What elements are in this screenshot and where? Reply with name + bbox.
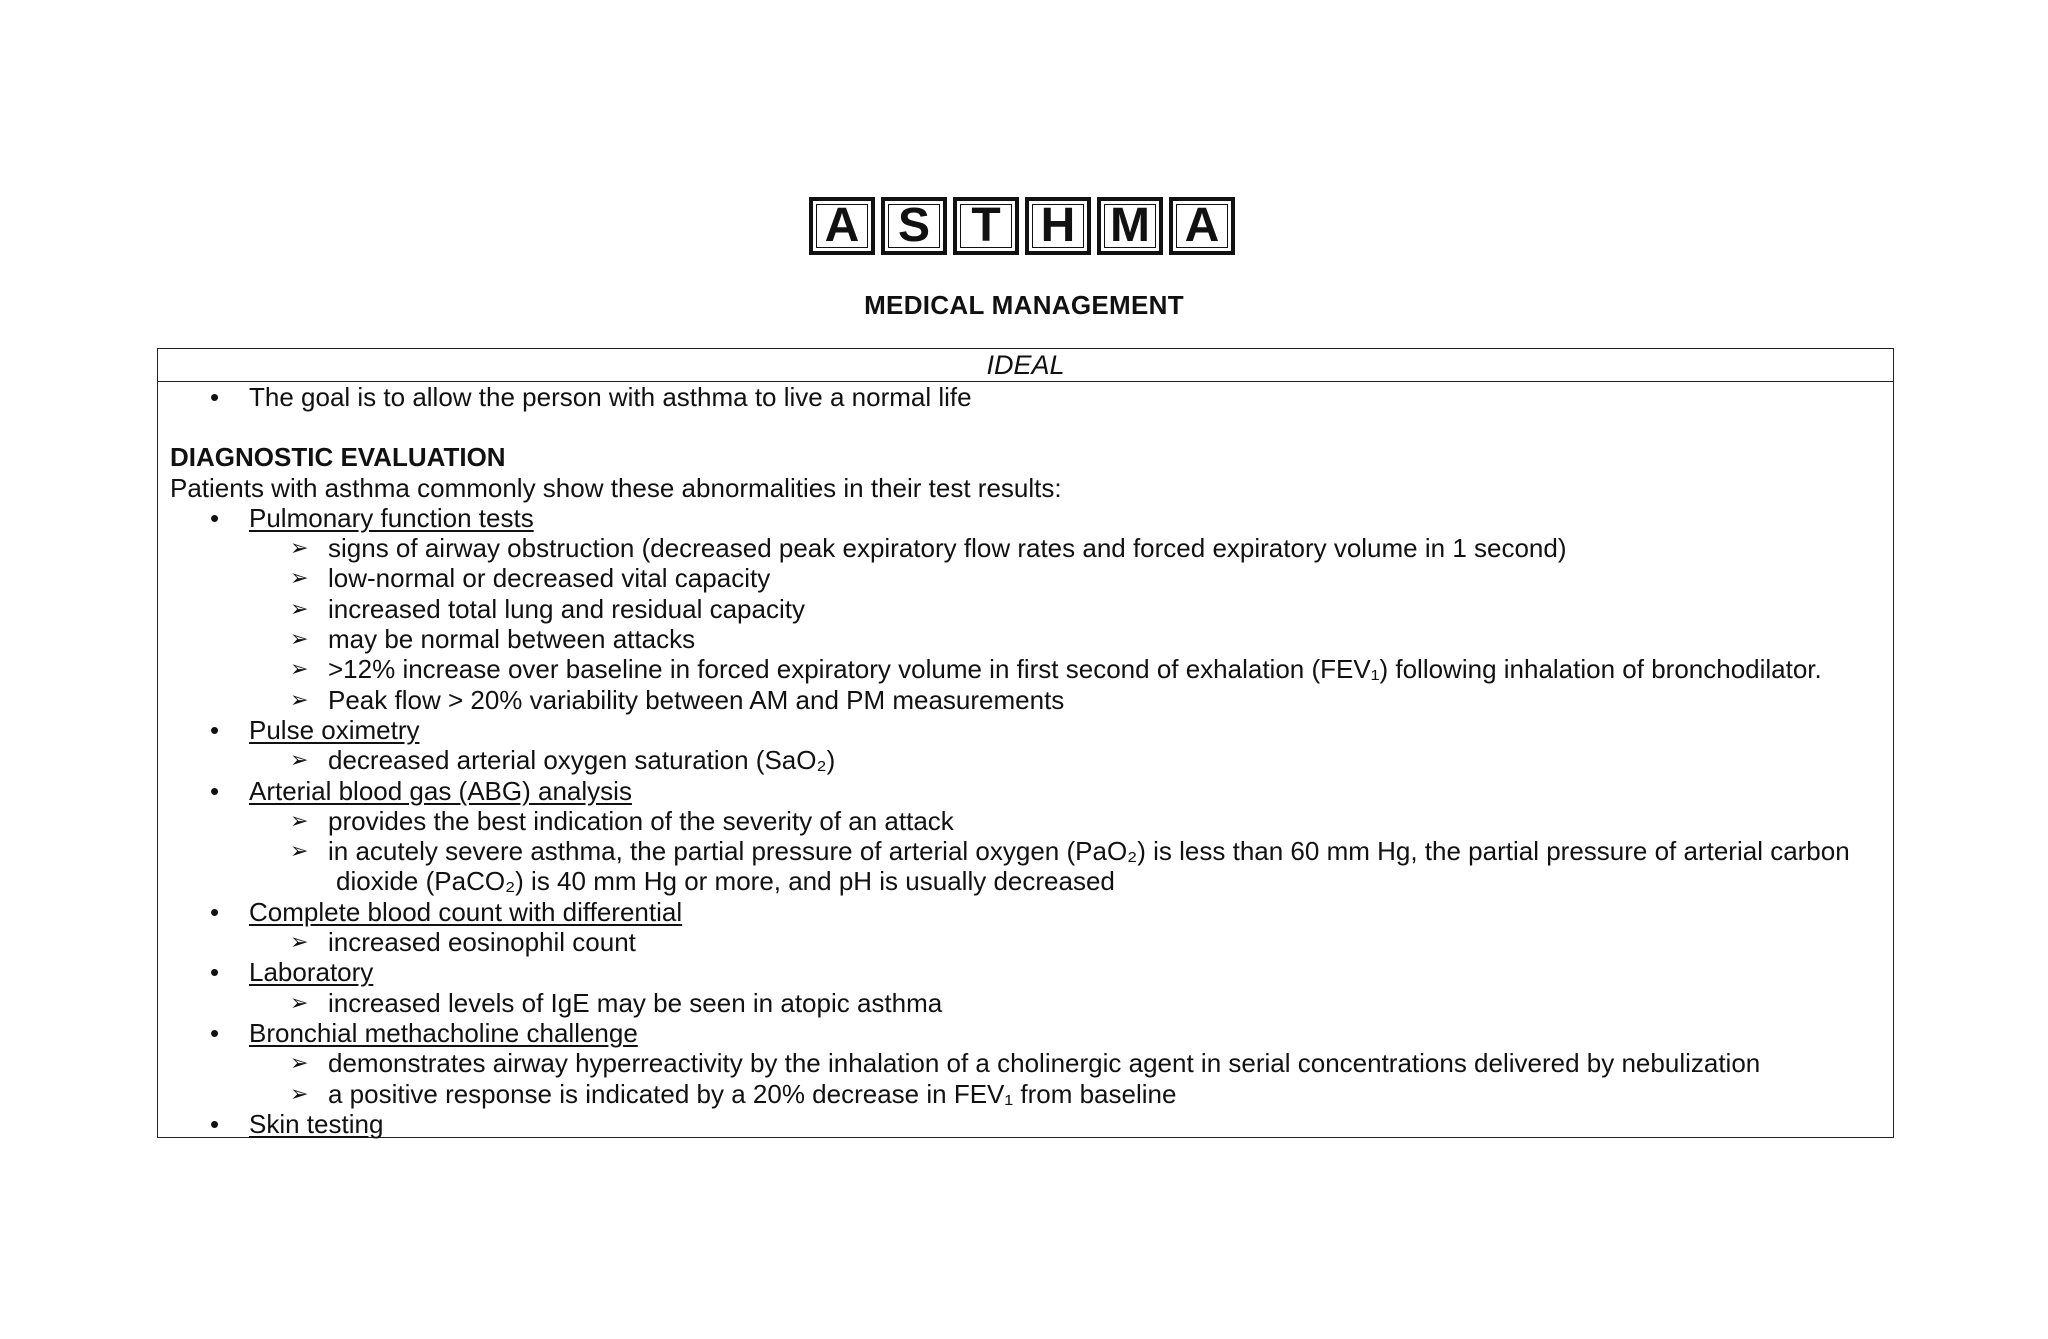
goal-item <box>170 382 1881 412</box>
finding-text: provides the best indication of the severity of an attack <box>328 805 954 836</box>
finding-continuation: dioxide (PaCO₂) is 40 mm Hg or more, and pH is usually decreased <box>336 866 1115 897</box>
title-letter: M <box>1097 197 1163 255</box>
arrow-bullet-icon: ➢ <box>290 929 309 955</box>
title-letter: T <box>953 197 1019 255</box>
arrow-bullet-icon: ➢ <box>290 535 309 561</box>
finding-item <box>170 988 1881 1018</box>
finding-item <box>170 594 1881 624</box>
test-name: Skin testing <box>249 1108 384 1139</box>
test-name: Laboratory <box>249 957 374 988</box>
title-letter: A <box>809 197 875 255</box>
table-body <box>158 382 1893 1139</box>
test-item <box>170 776 1881 806</box>
finding-item <box>170 1079 1881 1109</box>
finding-item <box>170 533 1881 563</box>
test-item <box>170 715 1881 745</box>
arrow-bullet-icon: ➢ <box>290 1050 309 1076</box>
test-item <box>170 1109 1881 1139</box>
finding-text: increased eosinophil count <box>328 927 636 958</box>
finding-item <box>170 563 1881 593</box>
test-name: Arterial blood gas (ABG) analysis <box>249 775 632 806</box>
finding-item <box>170 1048 1881 1078</box>
finding-text: low-normal or decreased vital capacity <box>328 563 771 594</box>
test-name: Complete blood count with differential <box>249 896 683 927</box>
title-letter: H <box>1025 197 1091 255</box>
finding-item <box>170 806 1881 836</box>
test-name: Bronchial methacholine challenge <box>249 1017 638 1048</box>
test-name: Pulse oximetry <box>249 714 420 745</box>
title-letter: S <box>881 197 947 255</box>
arrow-bullet-icon: ➢ <box>290 656 309 682</box>
finding-text: >12% increase over baseline in forced expiratory volume in first second of exhalation (FEV₁) following inhalation of bronchodilator. <box>328 654 1822 685</box>
finding-text: decreased arterial oxygen saturation (SaO₂) <box>328 745 836 776</box>
finding-text: demonstrates airway hyperreactivity by the inhalation of a cholinergic agent in serial concentrations delivered by nebulization <box>328 1048 1761 1079</box>
arrow-bullet-icon: ➢ <box>290 989 309 1015</box>
finding-text: a positive response is indicated by a 20% decrease in FEV₁ from baseline <box>328 1078 1177 1109</box>
finding-text: increased levels of IgE may be seen in atopic asthma <box>328 987 943 1018</box>
test-item <box>170 957 1881 987</box>
finding-item <box>170 836 1881 866</box>
arrow-bullet-icon: ➢ <box>290 747 309 773</box>
finding-item <box>170 685 1881 715</box>
arrow-bullet-icon: ➢ <box>290 595 309 621</box>
spacer <box>170 412 1881 442</box>
arrow-bullet-icon: ➢ <box>290 1080 309 1106</box>
table-heading: IDEAL <box>158 349 1893 382</box>
finding-item <box>170 927 1881 957</box>
test-item <box>170 897 1881 927</box>
title-letter: A <box>1169 197 1235 255</box>
finding-item <box>170 654 1881 684</box>
arrow-bullet-icon: ➢ <box>290 565 309 591</box>
page-subtitle: MEDICAL MANAGEMENT <box>864 290 1184 320</box>
arrow-bullet-icon: ➢ <box>290 686 309 712</box>
finding-item <box>170 745 1881 775</box>
arrow-bullet-icon: ➢ <box>290 838 309 864</box>
content-table <box>157 348 1894 1138</box>
test-name: Pulmonary function tests <box>249 502 534 533</box>
finding-item <box>170 624 1881 654</box>
finding-text: signs of airway obstruction (decreased peak expiratory flow rates and forced expiratory volume in 1 second) <box>328 533 1567 564</box>
test-item <box>170 1018 1881 1048</box>
finding-text: may be normal between attacks <box>328 624 696 655</box>
goal-text: The goal is to allow the person with asthma to live a normal life <box>249 382 972 412</box>
arrow-bullet-icon: ➢ <box>290 626 309 652</box>
section-title: DIAGNOSTIC EVALUATION <box>170 442 506 473</box>
section-intro: Patients with asthma commonly show these abnormalities in their test results: <box>170 472 1062 503</box>
test-item <box>170 503 1881 533</box>
title-row <box>0 197 2048 255</box>
asthma-title <box>809 197 1239 255</box>
finding-text: increased total lung and residual capacity <box>328 593 805 624</box>
arrow-bullet-icon: ➢ <box>290 807 309 833</box>
finding-text: in acutely severe asthma, the partial pressure of arterial oxygen (PaO₂) is less than 60 mm Hg, the partial pressure of arterial carbon <box>328 836 1850 867</box>
finding-text: Peak flow > 20% variability between AM and PM measurements <box>328 684 1065 715</box>
